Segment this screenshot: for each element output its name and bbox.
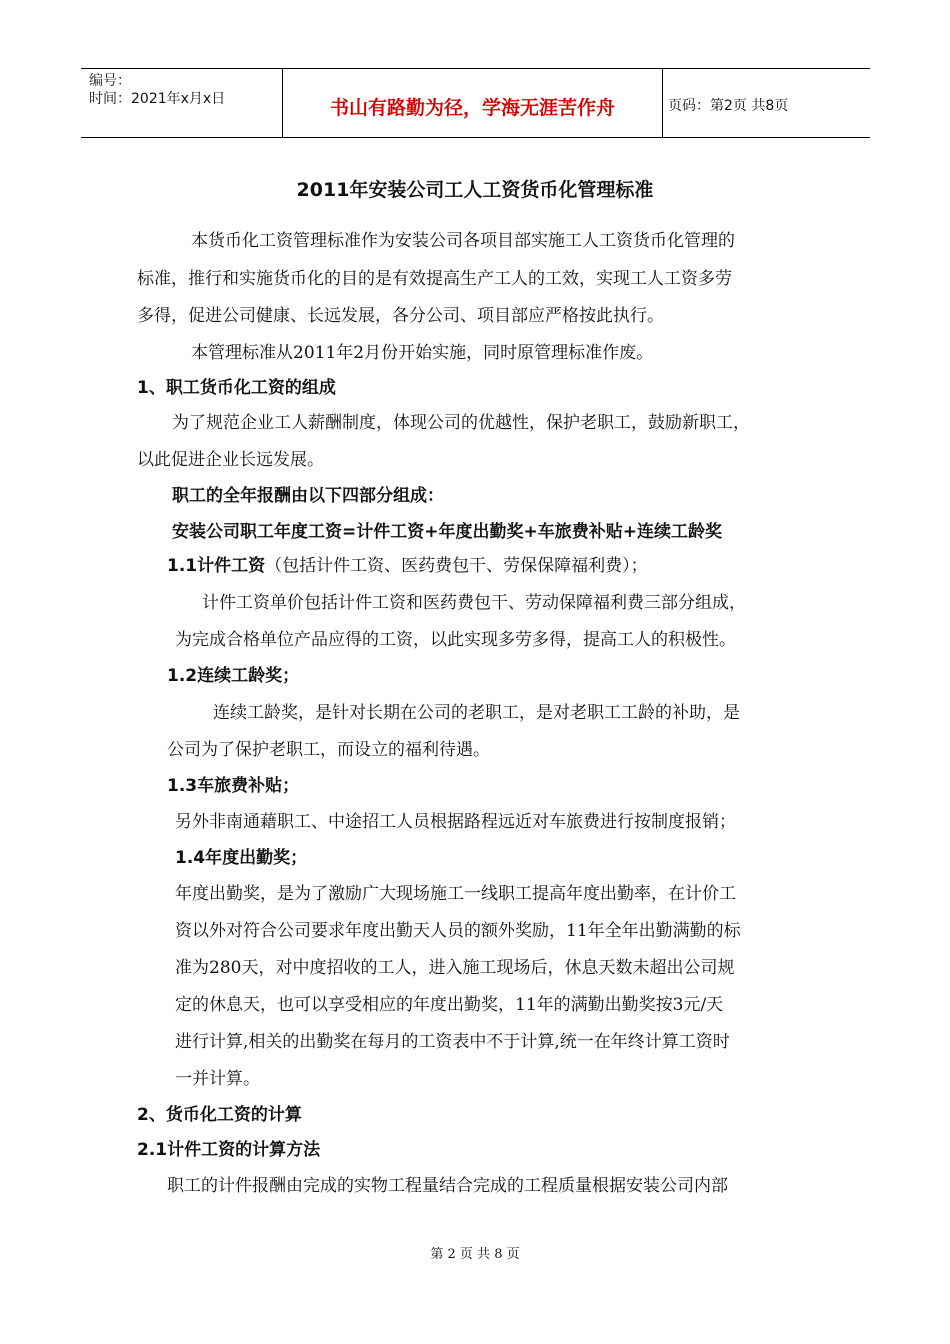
header-page-number: 页码：第2页 共8页 <box>668 98 789 114</box>
paragraph-line: 为完成合格单位产品应得的工资，以此实现多劳多得，提高工人的积极性。 <box>175 630 736 650</box>
page-footer: 第 2 页 共 8 页 <box>430 1247 520 1262</box>
header-table <box>81 68 870 138</box>
paragraph-line: 职工的计件报酬由完成的实物工程量结合完成的工程质量根据安装公司内部 <box>167 1176 728 1196</box>
paragraph-line: 本货币化工资管理标准作为安装公司各项目部实施工人工资货币化管理的 <box>191 231 735 251</box>
document-time: 时间：2021年x月x日 <box>89 91 226 107</box>
header-right-cell <box>662 69 870 137</box>
paragraph-line: 本管理标准从2011年2月份开始实施，同时原管理标准作废。 <box>191 343 654 363</box>
paragraph-line: 为了规范企业工人薪酬制度，体现公司的优越性，保护老职工，鼓励新职工， <box>172 413 750 433</box>
salary-formula: 安装公司职工年度工资=计件工资+年度出勤奖+车旅费补贴+连续工龄奖 <box>172 522 722 542</box>
paragraph-line: 标准，推行和实施货币化的目的是有效提高生产工人的工效，实现工人工资多劳 <box>137 269 732 289</box>
paragraph-line: 定的休息天，也可以享受相应的年度出勤奖，11年的满勤出勤奖按3元/天 <box>175 995 724 1015</box>
section-heading: 2、货币化工资的计算 <box>137 1105 302 1125</box>
subsection-heading: 1.2连续工龄奖； <box>167 666 300 686</box>
paragraph-line: 进行计算,相关的出勤奖在每月的工资表中不于计算,统一在年终计算工资时 <box>175 1032 730 1052</box>
paragraph-line: 连续工龄奖，是针对长期在公司的老职工，是对老职工工龄的补助，是 <box>213 703 740 723</box>
subsection-heading: 1.4年度出勤奖； <box>175 848 308 868</box>
paragraph-line: 多得，促进公司健康、长远发展，各分公司、项目部应严格按此执行。 <box>137 306 664 326</box>
subsection-heading: 1.1计件工资 <box>167 556 266 576</box>
subsection-heading: 1.3车旅费补贴； <box>167 776 300 796</box>
header-left-cell <box>81 69 282 137</box>
paragraph-line: 计件工资单价包括计件工资和医药费包干、劳动保障福利费三部分组成， <box>202 593 746 613</box>
paragraph-line: 资以外对符合公司要求年度出勤天人员的额外奖励，11年全年出勤满勤的标 <box>175 921 741 941</box>
paragraph-line: 以此促进企业长远发展。 <box>137 450 324 470</box>
bold-line: 职工的全年报酬由以下四部分组成： <box>172 486 444 506</box>
header-middle-cell <box>282 69 663 137</box>
document-number: 编号： <box>89 73 131 89</box>
section-heading: 1、职工货币化工资的组成 <box>137 378 336 398</box>
paragraph-line: 一并计算。 <box>175 1069 260 1089</box>
paragraph-line: 年度出勤奖，是为了激励广大现场施工一线职工提高年度出勤率，在计价工 <box>175 884 736 904</box>
subsection-1-1 <box>167 551 648 576</box>
header-motto: 书山有路勤为径，学海无涯苦作舟 <box>329 97 615 119</box>
paragraph-line: 另外非南通藉职工、中途招工人员根据路程远近对车旅费进行按制度报销； <box>175 812 736 832</box>
paragraph-line: 准为280天，对中度招收的工人，进入施工现场后，休息天数未超出公司规 <box>175 958 735 978</box>
paragraph-line: 公司为了保护老职工，而设立的福利待遇。 <box>167 740 490 760</box>
document-title: 2011年安装公司工人工资货币化管理标准 <box>296 179 654 201</box>
subsection-note: （包括计件工资、医药费包干、劳保保障福利费）； <box>265 556 648 576</box>
subsection-heading: 2.1计件工资的计算方法 <box>137 1140 321 1160</box>
